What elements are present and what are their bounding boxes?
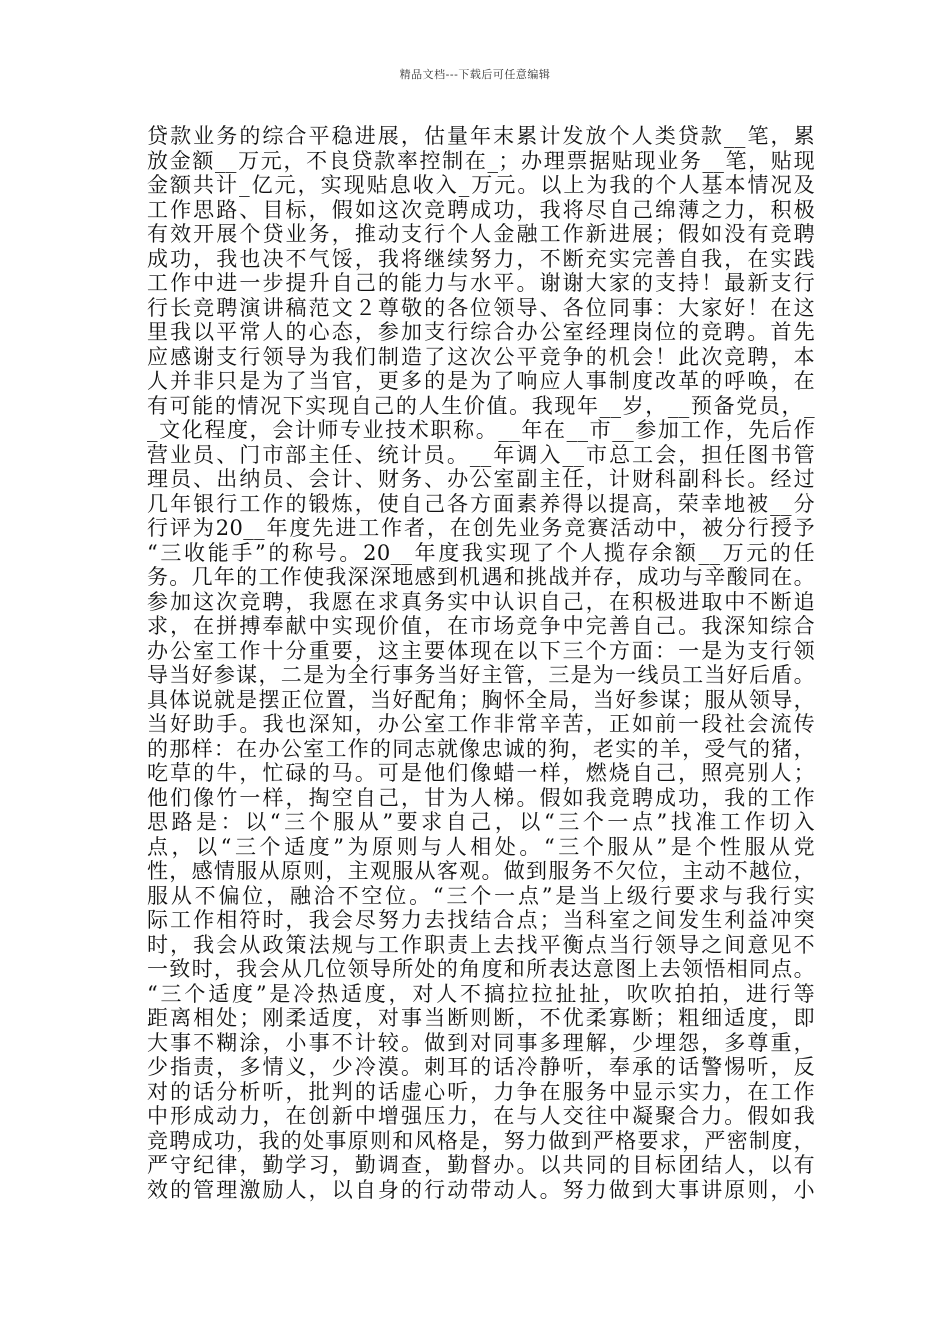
body-line: 吃草的牛，忙碌的马。可是他们像蜡一样，燃烧自己，照亮别人； (147, 761, 815, 785)
body-line: 他们像竹一样，掏空自己，甘为人梯。假如我竞聘成功，我的工作 (147, 785, 815, 810)
body-line: 行长竞聘演讲稿范文２尊敬的各位领导、各位同事：大家好！在这 (147, 295, 815, 320)
body-line: _文化程度，会计师专业技术职称。__年在__市__参加工作，先后作 (147, 418, 815, 442)
body-line: 行评为20__年度先进工作者，在创先业务竞赛活动中，被分行授予 (147, 516, 815, 540)
body-line: 具体说就是摆正位置，当好配角；胸怀全局，当好参谋；服从领导， (147, 687, 815, 712)
body-line: 一致时，我会从几位领导所处的角度和所表达意图上去领悟相同点。 (147, 957, 815, 981)
body-line: 工作中进一步提升自己的能力与水平。谢谢大家的支持！最新支行 (147, 271, 815, 295)
body-line: 理员、出纳员、会计、财务、办公室副主任，计财科副科长。经过 (147, 467, 815, 491)
body-line: 时，我会从政策法规与工作职责上去找平衡点当行领导之间意见不 (147, 932, 815, 957)
body-line: 对的话分析听，批判的话虚心听，力争在服务中显示实力，在工作 (147, 1079, 815, 1104)
body-line: 放金额__万元，不良贷款率控制在_；办理票据贴现业务__笔，贴现 (147, 148, 815, 173)
body-line: 距离相处；刚柔适度，对事当断则断，不优柔寡断；粗细适度，即 (147, 1006, 815, 1030)
body-line: “三收能手”的称号。20__年度我实现了个人揽存余额__万元的任 (147, 540, 815, 565)
body-line: 金额共计_亿元，实现贴息收入_万元。以上为我的个人基本情况及 (147, 173, 815, 197)
body-line: 人并非只是为了当官，更多的是为了响应人事制度改革的呼唤，在 (147, 369, 815, 393)
body-line: 办公室工作十分重要，这主要体现在以下三个方面：一是为支行领 (147, 638, 815, 663)
body-line: 里我以平常人的心态，参加支行综合办公室经理岗位的竞聘。首先 (147, 320, 815, 344)
body-line: 竞聘成功，我的处事原则和风格是，努力做到严格要求，严密制度， (147, 1128, 815, 1153)
body-line: 工作思路、目标，假如这次竞聘成功，我将尽自己绵薄之力，积极 (147, 197, 815, 222)
body-line: 严守纪律，勤学习，勤调查，勤督办。以共同的目标团结人，以有 (147, 1153, 815, 1177)
body-line: 中形成动力，在创新中增强压力，在与人交往中凝聚合力。假如我 (147, 1104, 815, 1128)
body-line: 当好助手。我也深知，办公室工作非常辛苦，正如前一段社会流传 (147, 712, 815, 736)
body-line: 导当好参谋，二是为全行事务当好主管，三是为一线员工当好后盾。 (147, 663, 815, 687)
body-line: 营业员、门市部主任、统计员。__年调入__市总工会，担任图书管 (147, 442, 815, 467)
body-line: 思路是：以“三个服从”要求自己，以“三个一点”找准工作切入 (147, 810, 815, 834)
body-line: 服从不偏位，融洽不空位。“三个一点”是当上级行要求与我行实 (147, 883, 815, 908)
body-line: 效的管理激励人，以自身的行动带动人。努力做到大事讲原则，小 (147, 1177, 815, 1202)
body-line: 务。几年的工作使我深深地感到机遇和挑战并存，成功与辛酸同在。 (147, 565, 815, 589)
body-line: 际工作相符时，我会尽努力去找结合点；当科室之间发生利益冲突 (147, 908, 815, 932)
body-line: 的那样：在办公室工作的同志就像忠诚的狗，老实的羊，受气的猪， (147, 736, 815, 761)
body-line: 大事不糊涂，小事不计较。做到对同事多理解，少埋怨，多尊重， (147, 1030, 815, 1055)
body-line: 点，以“三个适度”为原则与人相处。“三个服从”是个性服从党 (147, 834, 815, 859)
body-line: 性，感情服从原则，主观服从客观。做到服务不欠位，主动不越位， (147, 859, 815, 883)
body-line: “三个适度”是冷热适度，对人不搞拉拉扯扯，吹吹拍拍，进行等 (147, 981, 815, 1006)
body-line: 几年银行工作的锻炼，使自己各方面素养得以提高，荣幸地被__分 (147, 491, 815, 516)
body-line: 少指责，多情义，少冷漠。刺耳的话冷静听，奉承的话警惕听，反 (147, 1055, 815, 1079)
body-line: 求，在拼搏奉献中实现价值，在市场竞争中完善自己。我深知综合 (147, 614, 815, 638)
body-line: 贷款业务的综合平稳进展，估量年末累计发放个人类贷款__笔，累 (147, 124, 815, 148)
body-line: 参加这次竞聘，我愿在求真务实中认识自己，在积极进取中不断追 (147, 589, 815, 614)
document-body (147, 124, 815, 1202)
body-line: 有效开展个贷业务，推动支行个人金融工作新进展；假如没有竞聘 (147, 222, 815, 246)
body-line: 有可能的情况下实现自己的人生价值。我现年__岁，__预备党员，_ (147, 393, 815, 418)
body-line: 成功，我也决不气馁，我将继续努力，不断充实完善自我，在实践 (147, 246, 815, 271)
body-line: 应感谢支行领导为我们制造了这次公平竞争的机会！此次竞聘，本 (147, 344, 815, 369)
page-header: 精品文档---下载后可任意编辑 (399, 68, 551, 81)
